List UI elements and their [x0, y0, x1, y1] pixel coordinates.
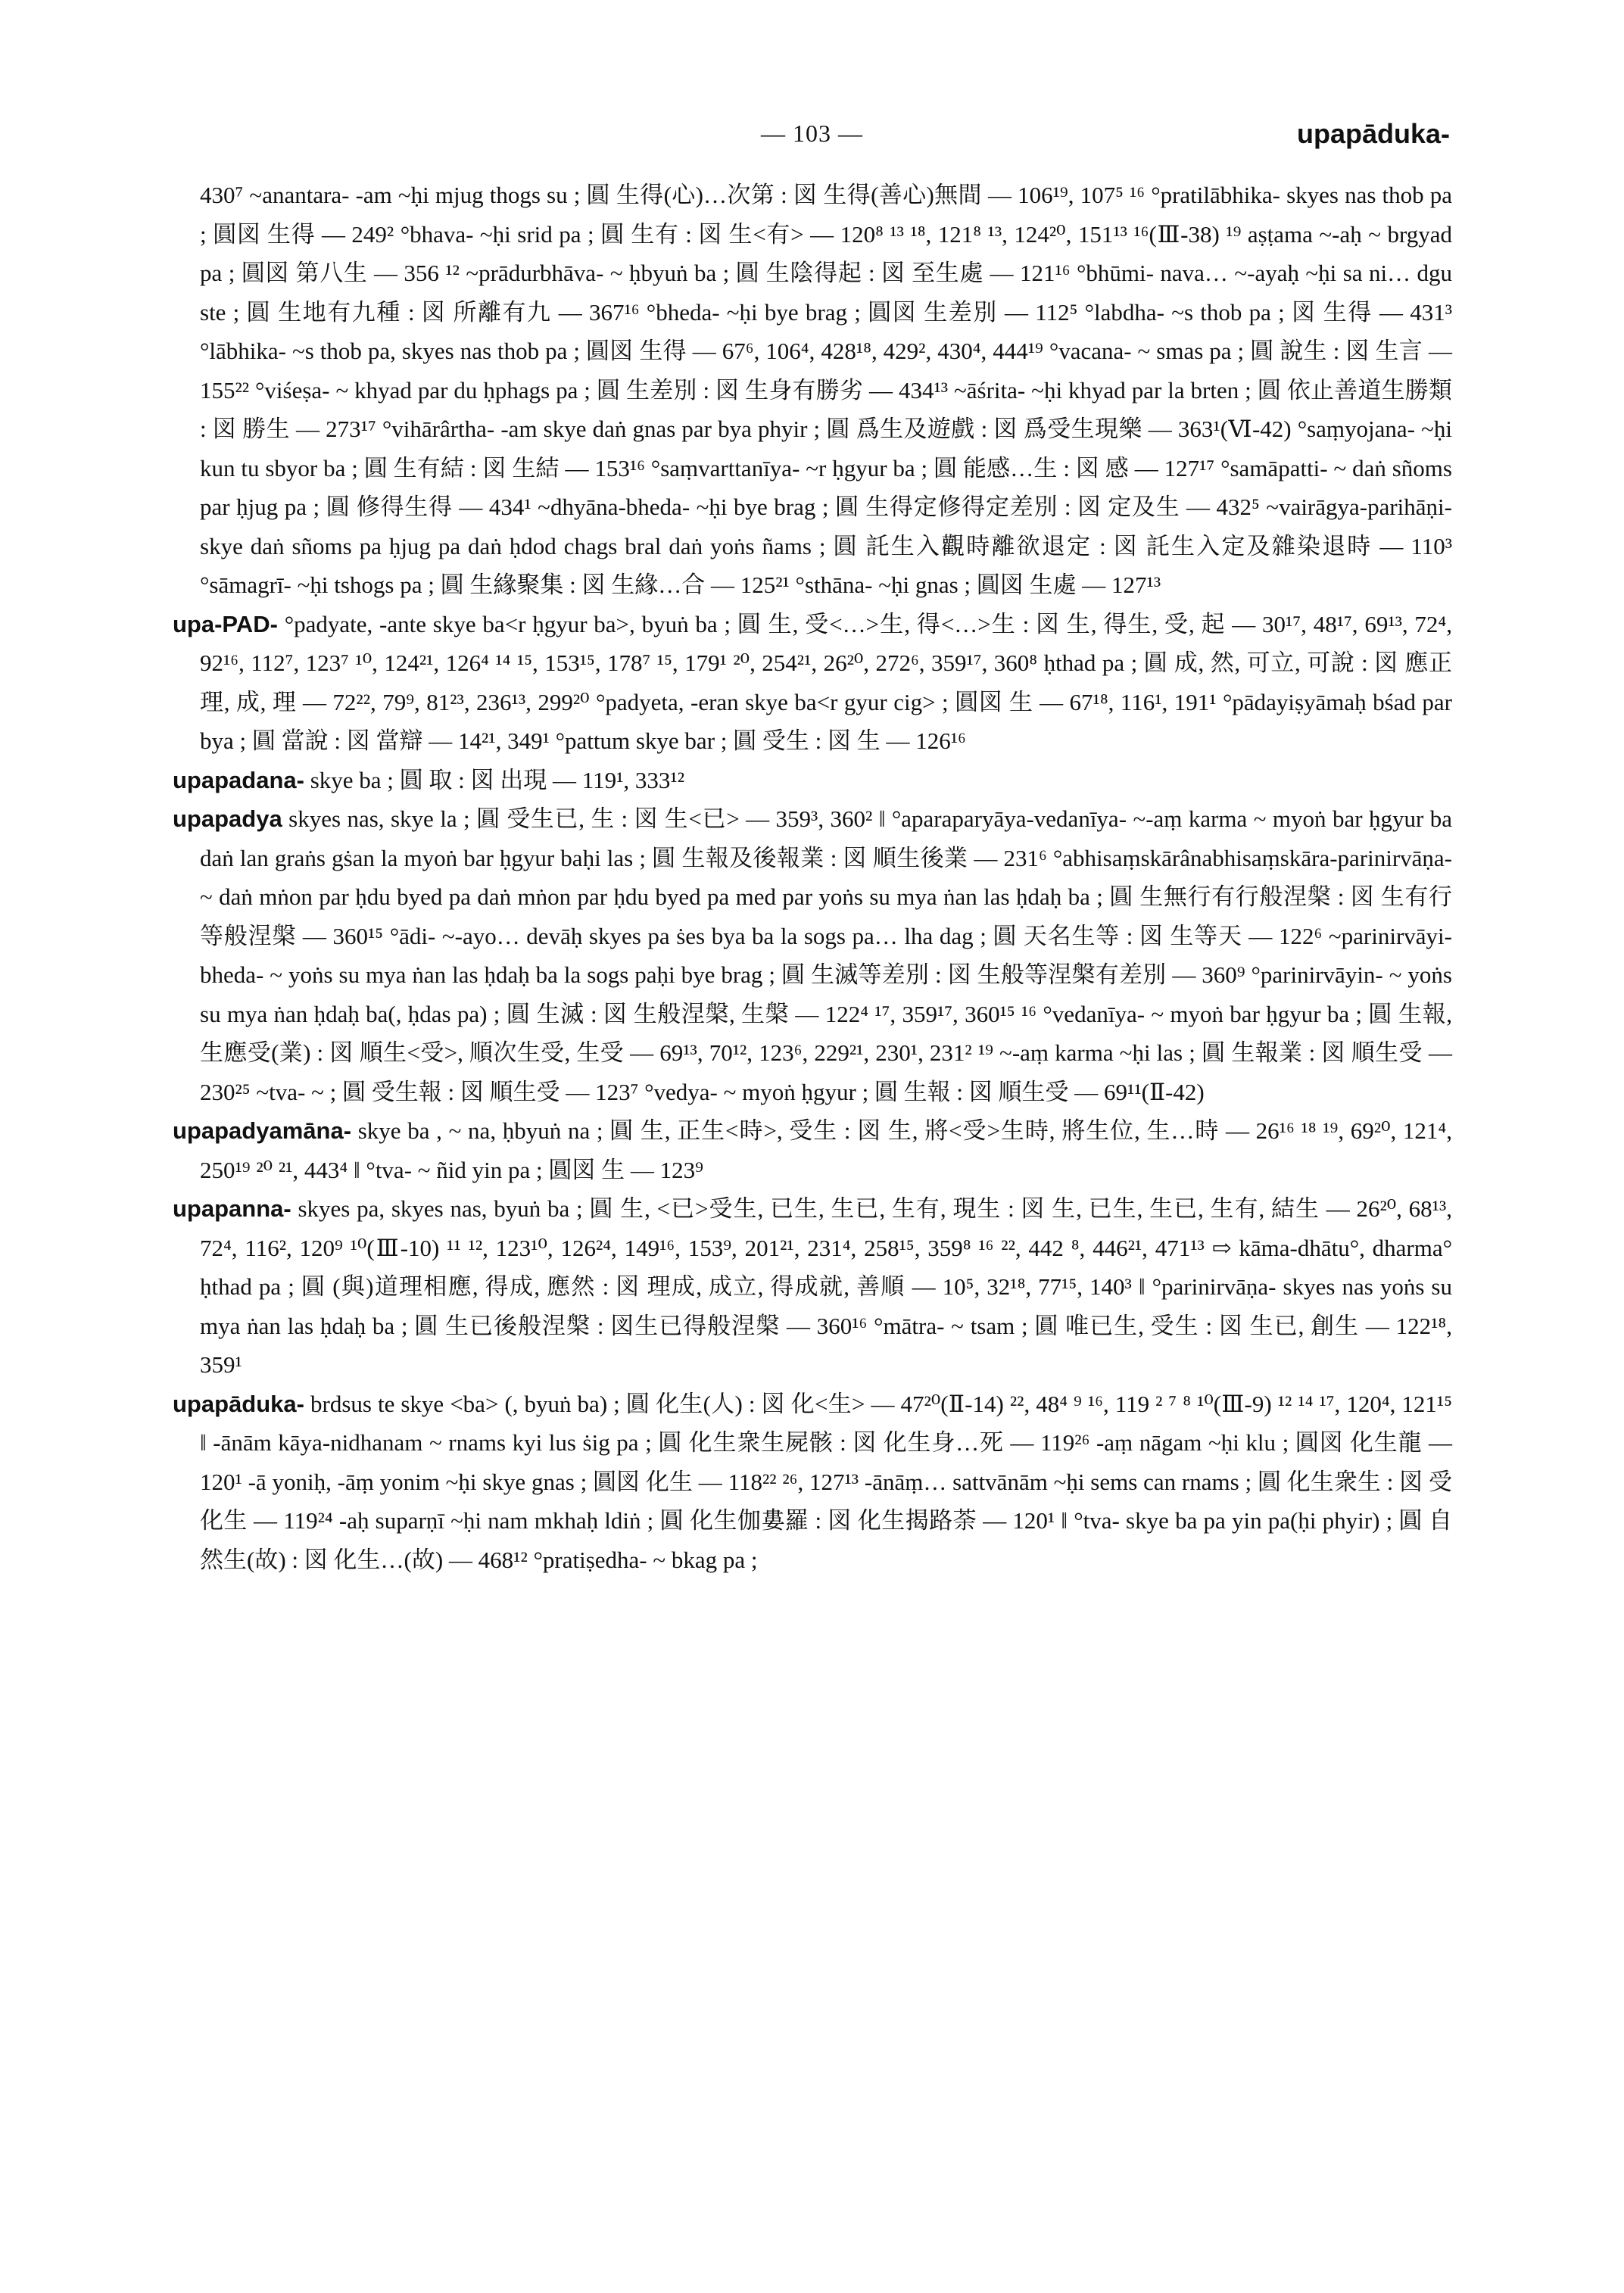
entry-body: skyes pa, skyes nas, byuṅ ba ; 圓 生, <已>受生, 已生, 生已, 生有, 現生 : 図 生, 已生, 生已, 生有, 結生 — 26²⁰, 68¹³, 72⁴, 116², 120⁹ ¹⁰(Ⅲ-10) ¹¹ ¹², 123¹⁰, 126²⁴, 149¹⁶, 153⁹, 201²¹, 231⁴, 258¹⁵, 359⁸ ¹⁶ ²², 442 ⁸, 446²¹, 471¹³ ⇨ kāma-dhātu°, dharma° ḥthad pa ; 圓 (與)道理相應, 得成, 應然 : 図 理成, 成立, 得成就, 善順 — 10⁵, 32¹⁸, 77¹⁵, 140³ ‖ °parinirvāṇa- skyes nas yoṅs su mya ṅan las ḥdaḥ ba ; 圓 生已後般涅槃 : 図生已得般涅槃 — 360¹⁶ °mātra- ~ tsam ; 圓 唯已生, 受生 : 図 生已, 創生 — 122¹⁸, 359¹: [200, 1195, 1453, 1378]
entry-body: brdsus te skye <ba> (, byuṅ ba) ; 圓 化生(人) : 図 化<生> — 47²⁰(Ⅱ-14) ²², 48⁴ ⁹ ¹⁶, 119 ² ⁷ ⁸ ¹⁰(Ⅲ-9) ¹² ¹⁴ ¹⁷, 120⁴, 121¹⁵ ‖ -ānām kāya-nidhanam ~ rnams kyi lus ṡig pa ; 圓 化生衆生屍骸 : 図 化生身…死 — 119²⁶ -aṃ nāgam ~ḥi klu ; 圓図 化生龍 — 120¹ -ā yoniḥ, -āṃ yonim ~ḥi skye gnas ; 圓図 化生 — 118²² ²⁶, 127¹³ -ānāṃ… sattvānām ~ḥi sems can rnams ; 圓 化生衆生 : 図 受化生 — 119²⁴ -aḥ suparṇī ~ḥi nam mkhaḥ ldiṅ ; 圓 化生伽婁羅 : 図 化生揭路荼 — 120¹ ‖ °tva- skye ba pa yin pa(ḥi phyir) ; 圓 自然生(故) : 図 化生…(故) — 468¹² °pratiṣedha- ~ bkag pa ;: [200, 1390, 1453, 1573]
entry-upa-pad: [173, 605, 1452, 761]
entry-headword: upa-PAD-: [173, 610, 278, 637]
entry-upapadana: [173, 761, 1452, 800]
entry-headword: upapadana-: [173, 766, 304, 793]
entry-headword: upapāduka-: [173, 1390, 304, 1417]
entry-headword: upapadya: [173, 805, 282, 832]
entry-body: skyes nas, skye la ; 圓 受生已, 生 : 図 生<已> — 359³, 360² ‖ °aparaparyāya-vedanīya- ~-aṃ karma ~ myoṅ bar ḥgyur ba daṅ lan graṅs gṡan la myoṅ bar ḥgyur baḥi las ; 圓 生報及後報業 : 図 順生後業 — 231⁶ °abhisaṃskārânabhisaṃskāra-parinirvāṇa- ~ daṅ mṅon par ḥdu byed pa daṅ mṅon par ḥdu byed pa med par yoṅs su mya ṅan las ḥdaḥ ba ; 圓 生無行有行般涅槃 : 図 生有行等般涅槃 — 360¹⁵ °ādi- ~-ayo… devāḥ skyes pa ṡes bya ba la sogs pa… lha dag ; 圓 天名生等 : 図 生等天 — 122⁶ ~parinirvāyi-bheda- ~ yoṅs su mya ṅan las ḥdaḥ ba la sogs paḥi bye brag ; 圓 生滅等差別 : 図 生般等涅槃有差別 — 360⁹ °parinirvāyin- ~ yoṅs su mya ṅan ḥdaḥ ba(, ḥdas pa) ; 圓 生滅 : 図 生般涅槃, 生槃 — 122⁴ ¹⁷, 359¹⁷, 360¹⁵ ¹⁶ °vedanīya- ~ myoṅ bar ḥgyur ba ; 圓 生報, 生應受(業) : 図 順生<受>, 順次生受, 生受 — 69¹³, 70¹², 123⁶, 229²¹, 230¹, 231² ¹⁹ ~-aṃ karma ~ḥi las ; 圓 生報業 : 図 順生受 — 230²⁵ ~tva- ~ ; 圓 受生報 : 図 順生受 — 123⁷ °vedya- ~ myoṅ ḥgyur ; 圓 生報 : 図 順生受 — 69¹¹(Ⅱ-42): [200, 805, 1453, 1105]
entry-body: skye ba ; 圓 取 : 図 出現 — 119¹, 333¹²: [310, 766, 685, 793]
entry-upapanna: [173, 1189, 1452, 1385]
entry-continuation: [173, 176, 1452, 605]
page-number: — 103 —: [761, 120, 863, 147]
entry-upapadya: [173, 799, 1452, 1111]
entry-upapaduka: [173, 1385, 1452, 1580]
running-head: upapāduka-: [1296, 118, 1450, 149]
entries-column: [173, 176, 1452, 1579]
entry-body: 430⁷ ~anantara- -am ~ḥi mjug thogs su ; 圓 生得(心)…次第 : 図 生得(善心)無間 — 106¹⁹, 107⁵ ¹⁶ °pratilābhika- skyes nas thob pa ; 圓図 生得 — 249² °bhava- ~ḥi srid pa ; 圓 生有 : 図 生<有> — 120⁸ ¹³ ¹⁸, 121⁸ ¹³, 124²⁰, 151¹³ ¹⁶(Ⅲ-38) ¹⁹ aṣṭama ~-aḥ ~ brgyad pa ; 圓図 第八生 — 356 ¹² ~prādurbhāva- ~ ḥbyuṅ ba ; 圓 生陰得起 : 図 至生處 — 121¹⁶ °bhūmi- nava… ~-ayaḥ ~ḥi sa ni… dgu ste ; 圓 生地有九種 : 図 所離有九 — 367¹⁶ °bheda- ~ḥi bye brag ; 圓図 生差別 — 112⁵ °labdha- ~s thob pa ; 図 生得 — 431³ °lābhika- ~s thob pa, skyes nas thob pa ; 圓図 生得 — 67⁶, 106⁴, 428¹⁸, 429², 430⁴, 444¹⁹ °vacana- ~ smas pa ; 圓 說生 : 図 生言 — 155²² °viśeṣa- ~ khyad par du ḥphags pa ; 圓 生差別 : 図 生身有勝劣 — 434¹³ ~āśrita- ~ḥi khyad par la brten ; 圓 依止善道生勝類 : 図 勝生 — 273¹⁷ °vihārârtha- -am skye daṅ gnas par bya phyir ; 圓 爲生及遊戲 : 図 爲受生現樂 — 363¹(Ⅵ-42) °saṃyojana- ~ḥi kun tu sbyor ba ; 圓 生有結 : 図 生結 — 153¹⁶ °saṃvarttanīya- ~r ḥgyur ba ; 圓 能感…生 : 図 感 — 127¹⁷ °samāpatti- ~ daṅ sñoms par ḥjug pa ; 圓 修得生得 — 434¹ ~dhyāna-bheda- ~ḥi bye brag ; 圓 生得定修得定差別 : 図 定及生 — 432⁵ ~vairāgya-parihāṇi- skye daṅ sñoms pa ḥjug pa daṅ ḥdod chags bral daṅ yoṅs ñams ; 圓 託生入觀時離欲退定 : 図 託生入定及雜染退時 — 110³ °sāmagrī- ~ḥi tshogs pa ; 圓 生緣聚集 : 図 生緣…合 — 125²¹ °sthāna- ~ḥi gnas ; 圓図 生處 — 127¹³: [200, 182, 1452, 598]
entry-headword: upapadyamāna-: [173, 1117, 352, 1144]
entry-headword: upapanna-: [173, 1195, 291, 1222]
entry-body: °padyate, -ante skye ba<r ḥgyur ba>, byuṅ ba ; 圓 生, 受<…>生, 得<…>生 : 図 生, 得生, 受, 起 — 30¹⁷, 48¹⁷, 69¹³, 72⁴, 92¹⁶, 112⁷, 123⁷ ¹⁰, 124²¹, 126⁴ ¹⁴ ¹⁵, 153¹⁵, 178⁷ ¹⁵, 179¹ ²⁰, 254²¹, 26²⁰, 272⁶, 359¹⁷, 360⁸ ḥthad pa ; 圓 成, 然, 可立, 可說 : 図 應正理, 成, 理 — 72²², 79⁹, 81²³, 236¹³, 299²⁰ °padyeta, -eran skye ba<r gyur cig> ; 圓図 生 — 67¹⁸, 116¹, 191¹ °pādayiṣyāmaḥ bśad par bya ; 圓 當說 : 図 當辯 — 14²¹, 349¹ °pattum skye bar ; 圓 受生 : 図 生 — 126¹⁶: [200, 610, 1452, 754]
entry-body: skye ba , ~ na, ḥbyuṅ na ; 圓 生, 正生<時>, 受生 : 図 生, 將<受>生時, 將生位, 生…時 — 26¹⁶ ¹⁸ ¹⁹, 69²⁰, 121⁴, 250¹⁹ ²⁰ ²¹, 443⁴ ‖ °tva- ~ ñid yin pa ; 圓図 生 — 123⁹: [200, 1117, 1452, 1183]
page-header: [0, 120, 1624, 153]
entry-upapadyamana: [173, 1111, 1452, 1189]
